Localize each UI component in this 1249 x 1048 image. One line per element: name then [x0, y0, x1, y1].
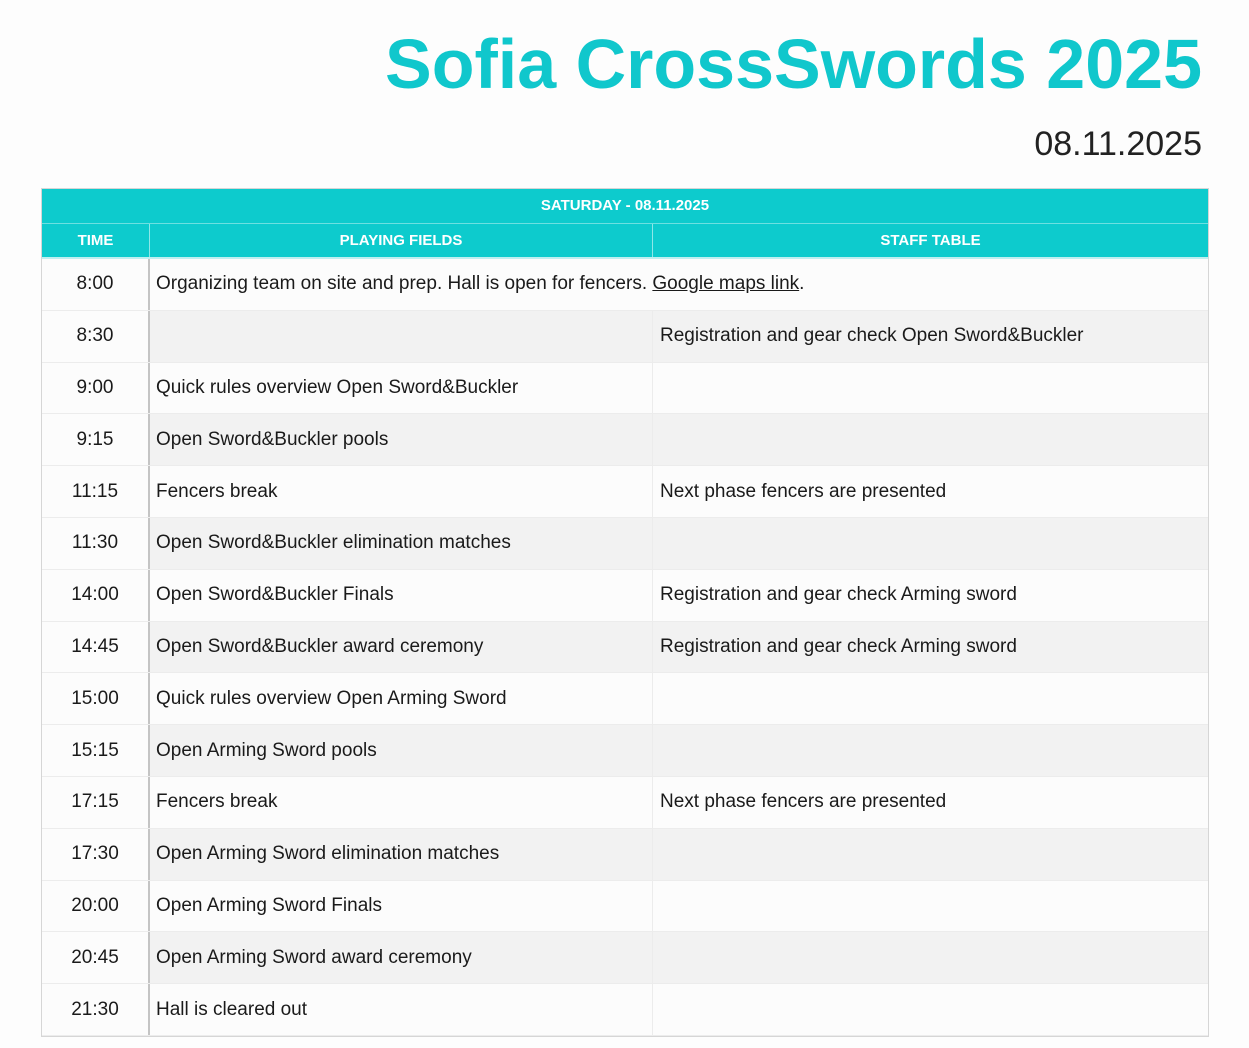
table-row: [42, 673, 1208, 725]
fields-cell: Open Sword&Buckler elimination matches: [150, 518, 653, 569]
staff-cell: [653, 414, 1208, 465]
fields-cell: Quick rules overview Open Sword&Buckler: [150, 363, 653, 414]
table-row: [42, 881, 1208, 933]
table-row: [42, 311, 1208, 363]
time-cell: 15:00: [42, 673, 150, 724]
staff-cell: [653, 673, 1208, 724]
staff-cell: Next phase fencers are presented: [660, 480, 947, 502]
time-cell: 20:45: [42, 932, 150, 983]
table-row: [42, 466, 1208, 518]
time-cell: 20:00: [42, 881, 150, 932]
time-cell: 14:00: [42, 570, 150, 621]
time-cell: 15:15: [42, 725, 150, 776]
time-cell: 9:00: [42, 363, 150, 414]
fields-text: Organizing team on site and prep. Hall is open for fencers.: [156, 273, 653, 295]
page-date: 08.11.2025: [1034, 125, 1202, 163]
fields-cell: [150, 311, 653, 362]
table-row: [42, 984, 1208, 1036]
table-row: [42, 829, 1208, 881]
table-row: [42, 932, 1208, 984]
table-row: [42, 725, 1208, 777]
staff-cell: [653, 363, 1208, 414]
column-header-time: TIME: [42, 224, 150, 257]
time-cell: 9:15: [42, 414, 150, 465]
day-header: SATURDAY - 08.11.2025: [42, 189, 1208, 224]
fields-cell: Open Arming Sword Finals: [150, 881, 653, 932]
staff-cell: [653, 829, 1208, 880]
table-row: [42, 622, 1208, 674]
fields-cell: Fencers break: [150, 777, 653, 828]
fields-cell: Fencers break: [150, 466, 653, 517]
time-cell: 8:00: [42, 259, 150, 310]
time-cell: 11:15: [42, 466, 150, 517]
column-header-staff-table: STAFF TABLE: [880, 232, 981, 249]
page-title: Sofia CrossSwords 2025: [385, 25, 1202, 103]
time-cell: 17:15: [42, 777, 150, 828]
table-row: [42, 414, 1208, 466]
google-maps-link[interactable]: Google maps link: [652, 273, 800, 295]
staff-cell: Next phase fencers are presented: [660, 791, 947, 813]
fields-cell: Open Sword&Buckler pools: [150, 414, 653, 465]
time-cell: 21:30: [42, 984, 150, 1035]
time-cell: 11:30: [42, 518, 150, 569]
time-cell: 14:45: [42, 622, 150, 673]
table-row: [42, 570, 1208, 622]
time-cell: 17:30: [42, 829, 150, 880]
table-row: [42, 363, 1208, 415]
fields-cell: Quick rules overview Open Arming Sword: [150, 673, 653, 724]
fields-cell: Open Arming Sword elimination matches: [150, 829, 653, 880]
schedule-table: [41, 188, 1209, 1037]
table-row: [42, 259, 1208, 311]
staff-cell: [653, 984, 1208, 1035]
staff-cell: Registration and gear check Arming sword: [660, 584, 1017, 606]
table-row: [42, 777, 1208, 829]
fields-cell: Hall is cleared out: [150, 984, 653, 1035]
fields-suffix: .: [799, 273, 805, 295]
staff-cell: [653, 881, 1208, 932]
column-header-playing-fields: PLAYING FIELDS: [150, 224, 653, 257]
schedule-rows: [42, 259, 1208, 1036]
fields-cell: Open Sword&Buckler award ceremony: [150, 622, 653, 673]
table-row: [42, 518, 1208, 570]
fields-cell: Open Arming Sword pools: [150, 725, 653, 776]
staff-cell: Registration and gear check Arming sword: [660, 635, 1017, 657]
staff-cell: [653, 932, 1208, 983]
column-header-row: [42, 224, 1208, 259]
fields-cell: Open Arming Sword award ceremony: [150, 932, 653, 983]
fields-cell: [150, 259, 1208, 310]
staff-cell: [653, 518, 1208, 569]
staff-cell: Registration and gear check Open Sword&Buckler: [660, 325, 1084, 347]
staff-cell: [653, 725, 1208, 776]
time-cell: 8:30: [42, 311, 150, 362]
fields-cell: Open Sword&Buckler Finals: [150, 570, 653, 621]
